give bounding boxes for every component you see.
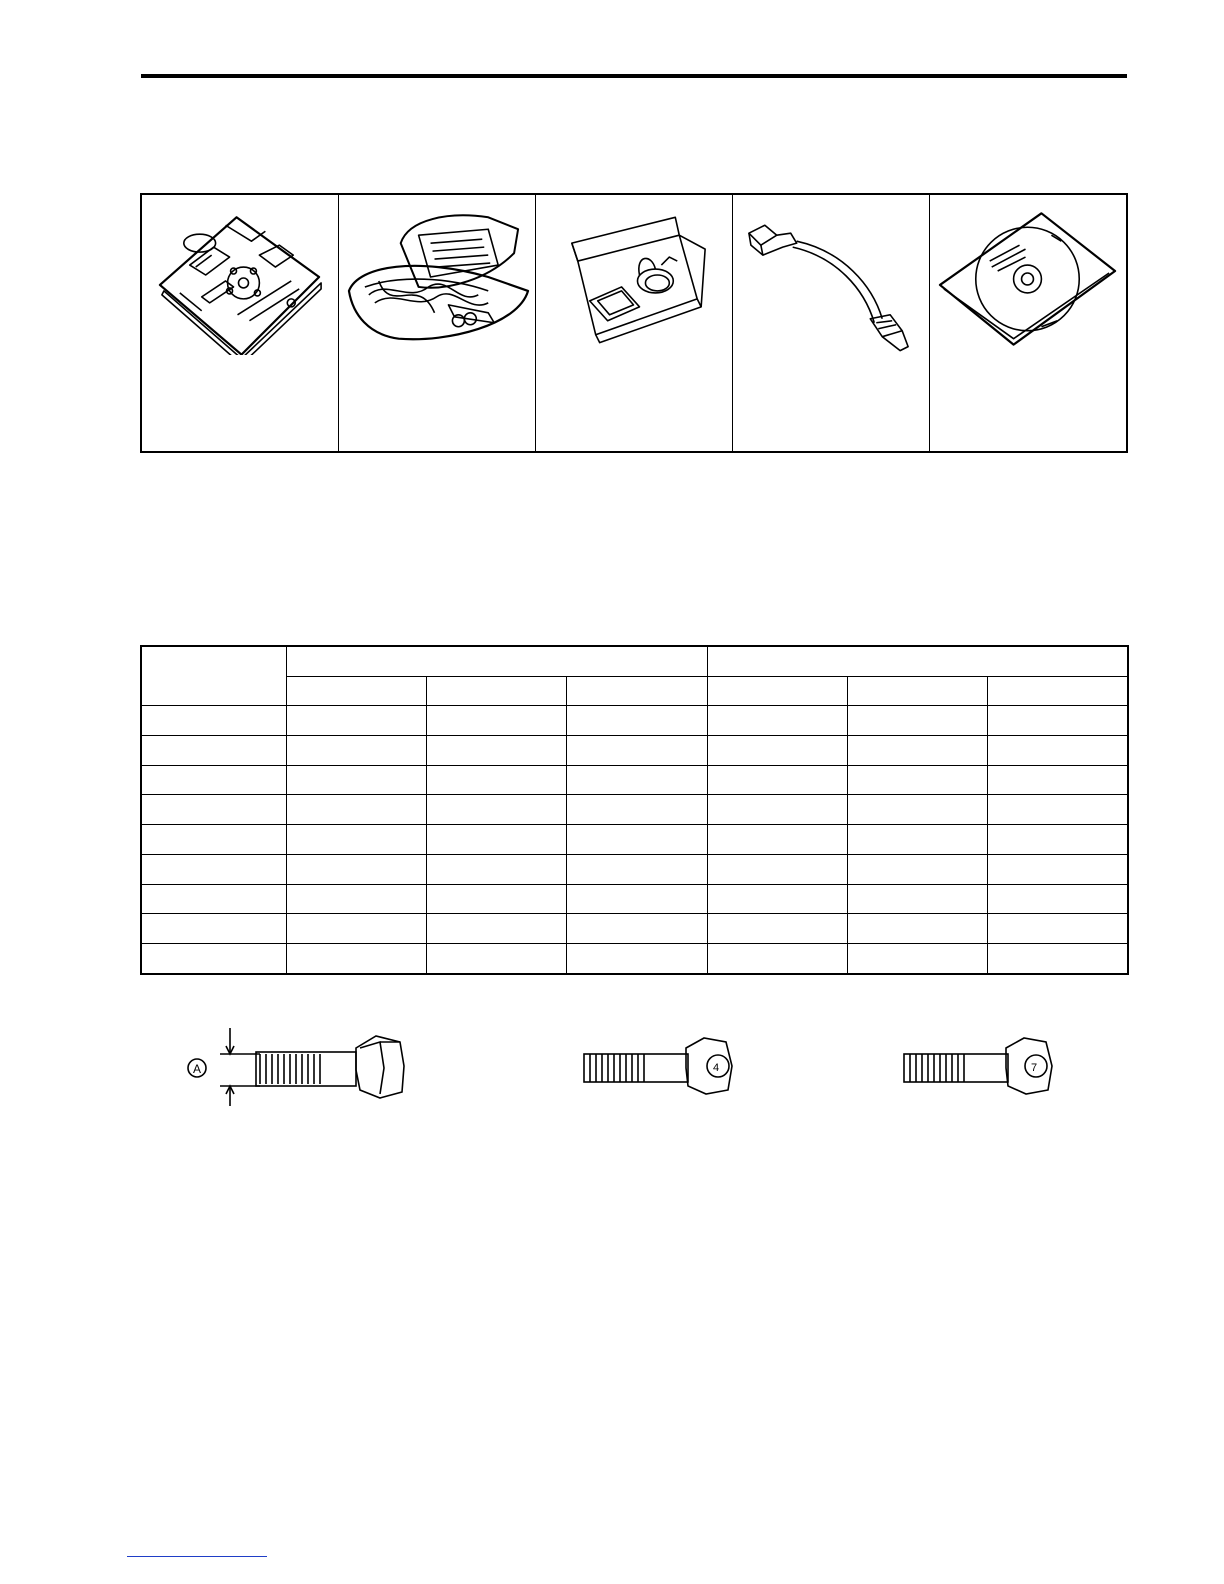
table-row <box>141 943 1128 973</box>
table-cell <box>141 914 286 944</box>
table-cell <box>286 943 426 973</box>
table-cell <box>987 884 1128 914</box>
table-row <box>141 736 1128 766</box>
table-cell <box>847 943 987 973</box>
table-cell <box>847 884 987 914</box>
software-cd-icon <box>930 195 1126 355</box>
bolt-figure-4 <box>580 1020 750 1125</box>
header-rule <box>141 74 1127 78</box>
table-cell <box>847 854 987 884</box>
head-mark: 4 <box>713 1062 720 1074</box>
table-cell <box>847 914 987 944</box>
table-header-row <box>141 646 1128 676</box>
head-mark: 7 <box>1031 1062 1038 1074</box>
table-header-cell <box>286 646 707 676</box>
table-cell <box>566 943 707 973</box>
table-header-cell <box>566 676 707 706</box>
table-cell <box>286 736 426 766</box>
table-row <box>141 825 1128 855</box>
tool-cell-1 <box>142 195 339 451</box>
table-cell <box>987 765 1128 795</box>
table-header-cell <box>987 676 1128 706</box>
bolt-figure-plain <box>180 1020 420 1125</box>
boxed-kit-with-card-icon <box>536 195 732 355</box>
table-cell <box>847 765 987 795</box>
table-header-cell <box>426 676 566 706</box>
table-cell <box>141 854 286 884</box>
table-cell <box>987 914 1128 944</box>
table-cell <box>987 854 1128 884</box>
table-cell <box>707 884 847 914</box>
table-cell <box>141 795 286 825</box>
plain-hex-bolt-icon <box>180 1020 420 1120</box>
table-row <box>141 765 1128 795</box>
table-cell <box>141 736 286 766</box>
table-cell <box>286 795 426 825</box>
table-cell <box>286 825 426 855</box>
table-cell <box>987 706 1128 736</box>
special-tools-grid <box>140 193 1128 453</box>
table-cell <box>426 706 566 736</box>
table-cell <box>707 736 847 766</box>
table-header-cell <box>707 646 1128 676</box>
footer-link-underline[interactable] <box>127 1556 267 1557</box>
table-cell <box>141 943 286 973</box>
table-cell <box>426 795 566 825</box>
hex-bolt-marked-7-icon <box>900 1020 1070 1120</box>
table-header-cell <box>707 676 847 706</box>
table-cell <box>707 854 847 884</box>
multi-circuit-tester-case-icon <box>142 195 338 355</box>
table-cell <box>426 943 566 973</box>
table-row <box>141 854 1128 884</box>
table-cell <box>141 884 286 914</box>
table-cell <box>707 706 847 736</box>
table-cell <box>707 825 847 855</box>
table-cell <box>566 706 707 736</box>
table-cell <box>141 765 286 795</box>
table-cell <box>286 884 426 914</box>
table-cell <box>426 884 566 914</box>
table-cell <box>566 825 707 855</box>
connector-harness-cable-icon <box>733 195 929 355</box>
table-cell <box>286 765 426 795</box>
table-cell <box>141 706 286 736</box>
table-cell <box>566 914 707 944</box>
table-cell <box>987 943 1128 973</box>
table-cell <box>426 854 566 884</box>
table-cell <box>426 736 566 766</box>
table-subheader-row <box>141 676 1128 706</box>
table-cell <box>847 795 987 825</box>
table-cell <box>847 706 987 736</box>
table-cell <box>566 736 707 766</box>
table-cell <box>426 825 566 855</box>
table-cell <box>286 706 426 736</box>
table-cell <box>707 914 847 944</box>
table-cell <box>141 825 286 855</box>
table-row <box>141 914 1128 944</box>
bolt-figure-7 <box>900 1020 1070 1125</box>
tool-cell-5 <box>930 195 1126 451</box>
table-cell <box>707 943 847 973</box>
table-cell <box>426 914 566 944</box>
hex-bolt-marked-4-icon <box>580 1020 750 1120</box>
table-row <box>141 884 1128 914</box>
table-header-cell <box>847 676 987 706</box>
table-cell <box>987 736 1128 766</box>
table-header-cell <box>141 646 286 706</box>
tool-cell-4 <box>733 195 930 451</box>
table-cell <box>566 765 707 795</box>
dimension-callout: A <box>193 1062 202 1076</box>
table-cell <box>566 854 707 884</box>
tool-cell-3 <box>536 195 733 451</box>
table-cell <box>566 884 707 914</box>
tool-case-with-cables-icon <box>339 195 535 355</box>
table-cell <box>847 736 987 766</box>
table-body <box>141 706 1128 974</box>
table-cell <box>987 795 1128 825</box>
table-cell <box>286 854 426 884</box>
table-cell <box>707 795 847 825</box>
table-row <box>141 795 1128 825</box>
table-cell <box>426 765 566 795</box>
table-cell <box>987 825 1128 855</box>
table-cell <box>286 914 426 944</box>
tool-cell-2 <box>339 195 536 451</box>
table-cell <box>707 765 847 795</box>
torque-table <box>140 645 1129 975</box>
table-header-cell <box>286 676 426 706</box>
table-cell <box>566 795 707 825</box>
table-cell <box>847 825 987 855</box>
table-row <box>141 706 1128 736</box>
